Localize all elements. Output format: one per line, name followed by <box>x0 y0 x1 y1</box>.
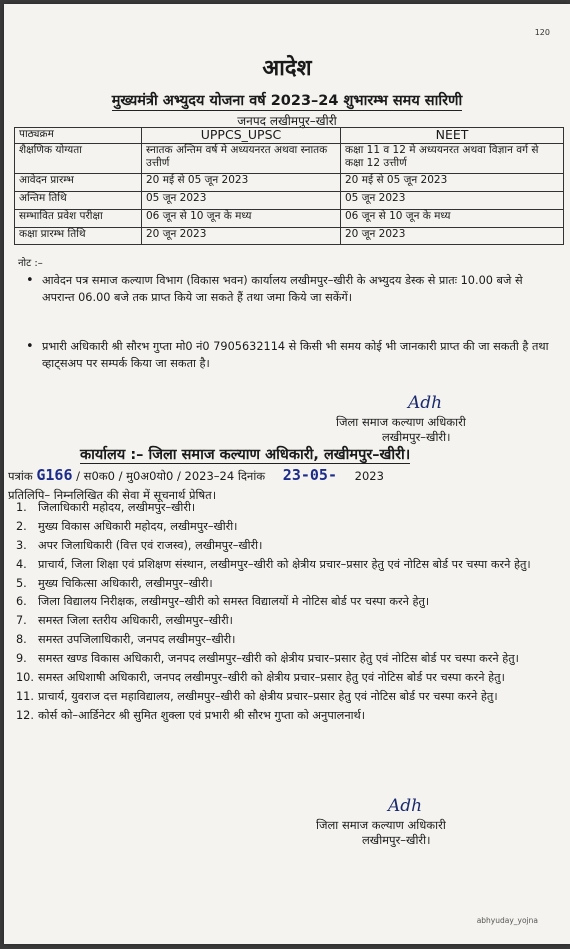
cell-neet: 20 जून 2023 <box>341 228 564 245</box>
table-header-row <box>15 128 564 144</box>
signature-block-1 <box>336 393 466 445</box>
office-heading: कार्यालय :– जिला समाज कल्याण अधिकारी, लखीमपुर–खीरी। <box>80 447 411 463</box>
header-course: पाठ्यक्रम <box>15 128 142 144</box>
list-item: 1. जिलाधिकारी महोदय, लखीमपुर–खीरी। <box>16 501 196 514</box>
cell-neet: कक्षा 11 व 12 मे अध्ययनरत अथवा विज्ञान वर्ग से कक्षा 12 उत्तीर्ण <box>341 144 564 174</box>
ref-date-handwritten: 23-05- <box>282 466 337 484</box>
schedule-table <box>14 127 564 245</box>
list-item: 9. समस्त खण्ड विकास अधिकारी, जनपद लखीमपुर–खीरी को क्षेत्रीय प्रचार–प्रसार हेतु एवं नोटिस बोर्ड पर चस्पा करने हेतु। <box>16 652 519 666</box>
note-bullet-2: • प्रभारी अधिकारी श्री सौरभ गुप्ता मो0 नं0 7905632114 से किसी भी समय कोई भी जानकारी प्राप्त की जा सकती है तथा व्हाट्सअप पर सम्पर्क किया जा सकता है। <box>42 338 550 372</box>
row-label: अन्तिम तिथि <box>15 192 142 210</box>
cell-neet: 20 मई से 05 जून 2023 <box>341 174 564 192</box>
list-item: 8. समस्त उपजिलाधिकारी, जनपद लखीमपुर–खीरी। <box>16 633 236 647</box>
table-row <box>15 174 564 192</box>
signatory-title: जिला समाज कल्याण अधिकारी <box>316 818 446 832</box>
reference-line <box>8 466 384 484</box>
list-item: 12. कोर्स को–आर्डिनेटर श्री सुमित शुक्ला एवं प्रभारी श्री सौरभ गुप्ता को अनुपालनार्थ। <box>16 708 366 722</box>
list-item: 5. मुख्य चिकित्सा अधिकारी, लखीमपुर–खीरी। <box>16 576 213 590</box>
list-item: 2. मुख्य विकास अधिकारी महोदय, लखीमपुर–खीरी। <box>16 519 238 533</box>
note-bullet-1: • आवेदन पत्र समाज कल्याण विभाग (विकास भवन) कार्यालय लखीमपुर–खीरी के अभ्युदय डेस्क से प्रातः 10.00 बजे से अपरान्त 06.00 बजे तक प्राप्त किये जा सकते हैं तथा जमा किये जा सकेंगें। <box>42 272 550 306</box>
cell-neet: 06 जून से 10 जून के मध्य <box>341 210 564 228</box>
cell-uppcs: 06 जून से 10 जून के मध्य <box>142 210 341 228</box>
copy-recipient-list <box>16 500 554 727</box>
row-label: कक्षा प्रारम्भ तिथि <box>15 228 142 245</box>
table-row <box>15 228 564 245</box>
page-number: 120 <box>534 28 550 37</box>
header-neet: NEET <box>341 128 564 144</box>
order-title: आदेश <box>262 56 312 81</box>
list-item: 6. जिला विद्यालय निरीक्षक, लखीमपुर–खीरी को समस्त विद्यालयों मे नोटिस बोर्ड पर चस्पा करने हेतु। <box>16 595 430 609</box>
cell-uppcs: स्नातक अन्तिम वर्ष मे अध्ययनरत अथवा स्नातक उत्तीर्ण <box>142 144 341 174</box>
ref-prefix: पत्रांक <box>8 469 33 483</box>
row-label: आवेदन प्रारम्भ <box>15 174 142 192</box>
district-line: जनपद लखीमपुर–खीरी <box>237 114 337 128</box>
watermark-text: abhyuday_yojna <box>476 916 538 925</box>
cell-neet: 05 जून 2023 <box>341 192 564 210</box>
signatory-title: जिला समाज कल्याण अधिकारी <box>336 415 466 429</box>
signatory-location: लखीमपुर–खीरी। <box>362 833 431 847</box>
list-item: 3. अपर जिलाधिकारी (वित्त एवं राजस्व), लखीमपुर–खीरी। <box>16 538 263 552</box>
list-item: 7. समस्त जिला स्तरीय अधिकारी, लखीमपुर–खीरी। <box>16 614 233 628</box>
scheme-subtitle: मुख्यमंत्री अभ्युदय योजना वर्ष 2023–24 शुभारम्भ समय सारिणी <box>111 93 463 109</box>
signature-mark: Adh <box>388 796 423 816</box>
note-label: नोट :– <box>18 258 43 269</box>
table-row <box>15 144 564 174</box>
list-item: 11. प्राचार्य, युवराज दत्त महाविद्यालय, लखीमपुर–खीरी को क्षेत्रीय प्रचार–प्रसार हेतु एवं नोटिस बोर्ड पर चस्पा करने हेतु। <box>16 689 498 703</box>
copy-intro: प्रतिलिपि– निम्नलिखित की सेवा में सूचनार्थ प्रेषित। <box>8 488 217 502</box>
cell-uppcs: 20 मई से 05 जून 2023 <box>142 174 341 192</box>
row-label: सम्भावित प्रवेश परीक्षा <box>15 210 142 228</box>
ref-mid: / स0क0 / मु0अ0यो0 / 2023–24 दिनांक <box>76 469 266 483</box>
list-item: 10. समस्त अधिशाषी अधिकारी, जनपद लखीमपुर–खीरी को क्षेत्रीय प्रचार–प्रसार हेतु एवं नोटिस बोर्ड पर चस्पा करने हेतु। <box>16 671 505 685</box>
ref-number-handwritten: G166 <box>36 466 73 484</box>
signatory-location: लखीमपुर–खीरी। <box>382 430 451 444</box>
table-row <box>15 192 564 210</box>
table-row <box>15 210 564 228</box>
signature-block-2 <box>316 796 446 848</box>
cell-uppcs: 20 जून 2023 <box>142 228 341 245</box>
document-page <box>4 4 570 944</box>
list-item: 4. प्राचार्य, जिला शिक्षा एवं प्रशिक्षण संस्थान, लखीमपुर–खीरी को क्षेत्रीय प्रचार–प्रसार हेतु एवं नोटिस बोर्ड पर चस्पा करने हेतु। <box>16 557 531 571</box>
header-uppcs: UPPCS_UPSC <box>142 128 341 144</box>
row-label: शैक्षणिक योग्यता <box>15 144 142 174</box>
signature-mark: Adh <box>408 393 443 413</box>
ref-year: 2023 <box>354 469 384 483</box>
cell-uppcs: 05 जून 2023 <box>142 192 341 210</box>
